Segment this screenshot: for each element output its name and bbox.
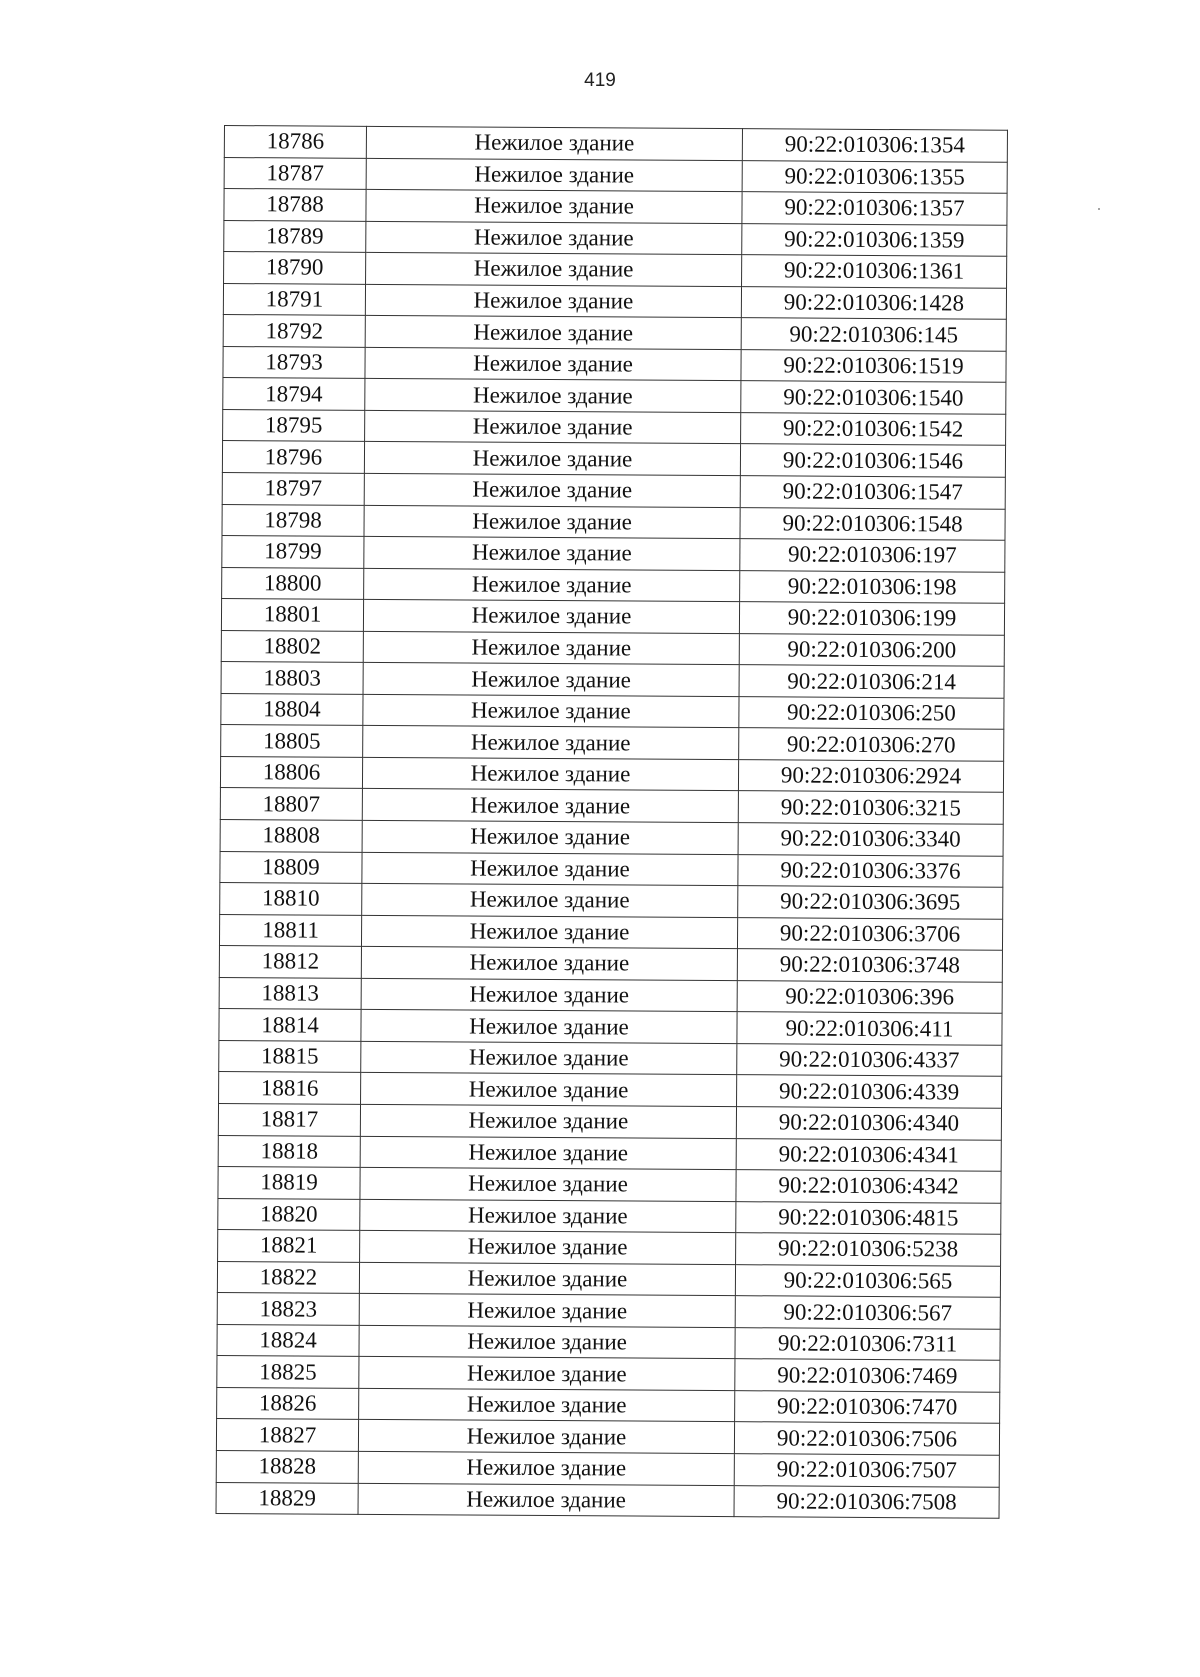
object-type-cell: Нежилое здание xyxy=(365,410,741,444)
row-number-cell: 18805 xyxy=(221,725,363,757)
object-type-cell: Нежилое здание xyxy=(366,189,742,223)
row-number-cell: 18825 xyxy=(217,1356,359,1388)
cadastral-number-cell: 90:22:010306:197 xyxy=(740,539,1005,572)
row-number-cell: 18810 xyxy=(220,883,362,915)
object-type-cell: Нежилое здание xyxy=(358,1483,734,1517)
table-row xyxy=(219,977,1002,1013)
table-row xyxy=(217,1261,1000,1297)
table-row xyxy=(223,283,1006,319)
object-type-cell: Нежилое здание xyxy=(364,505,740,539)
cadastral-number-cell: 90:22:010306:4342 xyxy=(736,1170,1001,1203)
cadastral-number-cell: 90:22:010306:1355 xyxy=(742,160,1007,193)
table-row xyxy=(224,189,1007,225)
table-row xyxy=(219,1009,1002,1045)
row-number-cell: 18812 xyxy=(219,946,361,978)
row-number-cell: 18806 xyxy=(220,756,362,788)
property-registry-table xyxy=(216,125,1008,1519)
object-type-cell: Нежилое здание xyxy=(363,600,739,634)
table-row xyxy=(216,1419,999,1455)
table-row xyxy=(220,756,1003,792)
cadastral-number-cell: 90:22:010306:7311 xyxy=(735,1327,1000,1360)
row-number-cell: 18790 xyxy=(224,252,366,284)
table-row xyxy=(219,1040,1002,1076)
cadastral-number-cell: 90:22:010306:4339 xyxy=(737,1075,1002,1108)
cadastral-number-cell: 90:22:010306:7469 xyxy=(735,1359,1000,1392)
row-number-cell: 18826 xyxy=(217,1387,359,1419)
row-number-cell: 18795 xyxy=(223,409,365,441)
table-row xyxy=(223,346,1006,382)
table-row xyxy=(224,126,1007,162)
cadastral-number-cell: 90:22:010306:2924 xyxy=(738,760,1003,793)
table-row xyxy=(218,1198,1001,1234)
object-type-cell: Нежилое здание xyxy=(361,1041,737,1075)
page-number: 419 xyxy=(584,70,616,91)
object-type-cell: Нежилое здание xyxy=(360,1136,736,1170)
row-number-cell: 18793 xyxy=(223,346,365,378)
object-type-cell: Нежилое здание xyxy=(359,1262,735,1296)
table-row xyxy=(217,1387,1000,1423)
cadastral-number-cell: 90:22:010306:1357 xyxy=(742,192,1007,225)
table-row xyxy=(218,1167,1001,1203)
row-number-cell: 18824 xyxy=(217,1324,359,1356)
object-type-cell: Нежилое здание xyxy=(362,883,738,917)
table-row xyxy=(221,662,1004,698)
cadastral-number-cell: 90:22:010306:3376 xyxy=(738,854,1003,887)
cadastral-number-cell: 90:22:010306:3706 xyxy=(737,917,1002,950)
cadastral-number-cell: 90:22:010306:1359 xyxy=(742,223,1007,256)
object-type-cell: Нежилое здание xyxy=(365,347,741,381)
object-type-cell: Нежилое здание xyxy=(361,1073,737,1107)
row-number-cell: 18817 xyxy=(218,1103,360,1135)
object-type-cell: Нежилое здание xyxy=(359,1388,735,1422)
table-row xyxy=(216,1450,999,1486)
table-row xyxy=(220,883,1003,919)
table-row xyxy=(217,1293,1000,1329)
table-row xyxy=(224,220,1007,256)
object-type-cell: Нежилое здание xyxy=(365,316,741,350)
row-number-cell: 18797 xyxy=(222,473,364,505)
row-number-cell: 18828 xyxy=(216,1450,358,1482)
object-type-cell: Нежилое здание xyxy=(359,1325,735,1359)
cadastral-number-cell: 90:22:010306:4340 xyxy=(736,1107,1001,1140)
cadastral-number-cell: 90:22:010306:3340 xyxy=(738,823,1003,856)
object-type-cell: Нежилое здание xyxy=(365,379,741,413)
object-type-cell: Нежилое здание xyxy=(366,253,742,287)
cadastral-number-cell: 90:22:010306:1354 xyxy=(742,129,1007,162)
row-number-cell: 18822 xyxy=(217,1261,359,1293)
cadastral-number-cell: 90:22:010306:1546 xyxy=(740,444,1005,477)
row-number-cell: 18820 xyxy=(218,1198,360,1230)
object-type-cell: Нежилое здание xyxy=(363,663,739,697)
table-row xyxy=(217,1324,1000,1360)
object-type-cell: Нежилое здание xyxy=(359,1294,735,1328)
cadastral-number-cell: 90:22:010306:1547 xyxy=(740,476,1005,509)
object-type-cell: Нежилое здание xyxy=(359,1357,735,1391)
table-row xyxy=(218,1135,1001,1171)
cadastral-number-cell: 90:22:010306:4815 xyxy=(736,1201,1001,1234)
object-type-cell: Нежилое здание xyxy=(366,158,742,192)
table-row xyxy=(222,504,1005,540)
object-type-cell: Нежилое здание xyxy=(362,789,738,823)
row-number-cell: 18787 xyxy=(224,157,366,189)
table-row xyxy=(217,1356,1000,1392)
cadastral-number-cell: 90:22:010306:7508 xyxy=(734,1485,999,1518)
row-number-cell: 18813 xyxy=(219,977,361,1009)
row-number-cell: 18799 xyxy=(222,536,364,568)
cadastral-number-cell: 90:22:010306:1428 xyxy=(741,286,1006,319)
object-type-cell: Нежилое здание xyxy=(361,915,737,949)
row-number-cell: 18791 xyxy=(223,283,365,315)
table-row xyxy=(222,567,1005,603)
cadastral-number-cell: 90:22:010306:411 xyxy=(737,1012,1002,1045)
cadastral-number-cell: 90:22:010306:145 xyxy=(741,318,1006,351)
cadastral-number-cell: 90:22:010306:1540 xyxy=(741,381,1006,414)
table-row xyxy=(220,788,1003,824)
cadastral-number-cell: 90:22:010306:4341 xyxy=(736,1138,1001,1171)
cadastral-number-cell: 90:22:010306:1542 xyxy=(741,413,1006,446)
object-type-cell: Нежилое здание xyxy=(363,726,739,760)
row-number-cell: 18789 xyxy=(224,220,366,252)
row-number-cell: 18819 xyxy=(218,1167,360,1199)
cadastral-number-cell: 90:22:010306:270 xyxy=(739,728,1004,761)
table-row xyxy=(221,630,1004,666)
table-row xyxy=(222,441,1005,477)
cadastral-number-cell: 90:22:010306:1361 xyxy=(742,255,1007,288)
cadastral-number-cell: 90:22:010306:4337 xyxy=(737,1044,1002,1077)
row-number-cell: 18788 xyxy=(224,189,366,221)
table-row xyxy=(220,820,1003,856)
cadastral-number-cell: 90:22:010306:7470 xyxy=(735,1391,1000,1424)
cadastral-number-cell: 90:22:010306:3748 xyxy=(737,949,1002,982)
object-type-cell: Нежилое здание xyxy=(364,473,740,507)
table-row xyxy=(219,946,1002,982)
object-type-cell: Нежилое здание xyxy=(360,1167,736,1201)
object-type-cell: Нежилое здание xyxy=(362,852,738,886)
row-number-cell: 18816 xyxy=(219,1072,361,1104)
scan-speck xyxy=(1098,208,1100,210)
cadastral-number-cell: 90:22:010306:1548 xyxy=(740,507,1005,540)
table-row xyxy=(224,157,1007,193)
object-type-cell: Нежилое здание xyxy=(362,757,738,791)
row-number-cell: 18827 xyxy=(216,1419,358,1451)
object-type-cell: Нежилое здание xyxy=(358,1420,734,1454)
cadastral-number-cell: 90:22:010306:396 xyxy=(737,980,1002,1013)
table-row xyxy=(219,1072,1002,1108)
row-number-cell: 18796 xyxy=(222,441,364,473)
table-row xyxy=(223,378,1006,414)
row-number-cell: 18800 xyxy=(222,567,364,599)
table-row xyxy=(218,1230,1001,1266)
object-type-cell: Нежилое здание xyxy=(362,820,738,854)
row-number-cell: 18811 xyxy=(219,914,361,946)
cadastral-number-cell: 90:22:010306:250 xyxy=(739,697,1004,730)
row-number-cell: 18803 xyxy=(221,662,363,694)
row-number-cell: 18815 xyxy=(219,1040,361,1072)
object-type-cell: Нежилое здание xyxy=(360,1230,736,1264)
row-number-cell: 18823 xyxy=(217,1293,359,1325)
row-number-cell: 18801 xyxy=(221,599,363,631)
row-number-cell: 18808 xyxy=(220,820,362,852)
row-number-cell: 18786 xyxy=(224,126,366,158)
row-number-cell: 18814 xyxy=(219,1009,361,1041)
table-row xyxy=(216,1482,999,1518)
table-row xyxy=(218,1103,1001,1139)
cadastral-number-cell: 90:22:010306:198 xyxy=(740,570,1005,603)
table-row xyxy=(221,725,1004,761)
table-body xyxy=(216,126,1007,1519)
cadastral-number-cell: 90:22:010306:567 xyxy=(735,1296,1000,1329)
object-type-cell: Нежилое здание xyxy=(366,221,742,255)
table-row xyxy=(223,409,1006,445)
row-number-cell: 18821 xyxy=(218,1230,360,1262)
object-type-cell: Нежилое здание xyxy=(363,631,739,665)
object-type-cell: Нежилое здание xyxy=(366,126,742,160)
table-row xyxy=(224,252,1007,288)
object-type-cell: Нежилое здание xyxy=(363,694,739,728)
row-number-cell: 18798 xyxy=(222,504,364,536)
row-number-cell: 18829 xyxy=(216,1482,358,1514)
cadastral-number-cell: 90:22:010306:565 xyxy=(735,1264,1000,1297)
table-row xyxy=(222,536,1005,572)
cadastral-number-cell: 90:22:010306:1519 xyxy=(741,349,1006,382)
cadastral-number-cell: 90:22:010306:199 xyxy=(739,602,1004,635)
cadastral-number-cell: 90:22:010306:200 xyxy=(739,633,1004,666)
object-type-cell: Нежилое здание xyxy=(358,1451,734,1485)
object-type-cell: Нежилое здание xyxy=(364,442,740,476)
cadastral-number-cell: 90:22:010306:3695 xyxy=(738,886,1003,919)
table-row xyxy=(221,599,1004,635)
object-type-cell: Нежилое здание xyxy=(360,1104,736,1138)
object-type-cell: Нежилое здание xyxy=(361,978,737,1012)
object-type-cell: Нежилое здание xyxy=(365,284,741,318)
table-row xyxy=(222,473,1005,509)
row-number-cell: 18818 xyxy=(218,1135,360,1167)
cadastral-number-cell: 90:22:010306:7506 xyxy=(734,1422,999,1455)
table-row xyxy=(220,851,1003,887)
cadastral-number-cell: 90:22:010306:5238 xyxy=(736,1233,1001,1266)
object-type-cell: Нежилое здание xyxy=(364,536,740,570)
object-type-cell: Нежилое здание xyxy=(364,568,740,602)
row-number-cell: 18804 xyxy=(221,693,363,725)
row-number-cell: 18802 xyxy=(221,630,363,662)
object-type-cell: Нежилое здание xyxy=(361,947,737,981)
table-row xyxy=(221,693,1004,729)
object-type-cell: Нежилое здание xyxy=(360,1199,736,1233)
row-number-cell: 18809 xyxy=(220,851,362,883)
table-row xyxy=(223,315,1006,351)
row-number-cell: 18807 xyxy=(220,788,362,820)
cadastral-number-cell: 90:22:010306:3215 xyxy=(738,791,1003,824)
row-number-cell: 18792 xyxy=(223,315,365,347)
object-type-cell: Нежилое здание xyxy=(361,1010,737,1044)
row-number-cell: 18794 xyxy=(223,378,365,410)
cadastral-number-cell: 90:22:010306:7507 xyxy=(734,1454,999,1487)
cadastral-number-cell: 90:22:010306:214 xyxy=(739,665,1004,698)
table-row xyxy=(219,914,1002,950)
